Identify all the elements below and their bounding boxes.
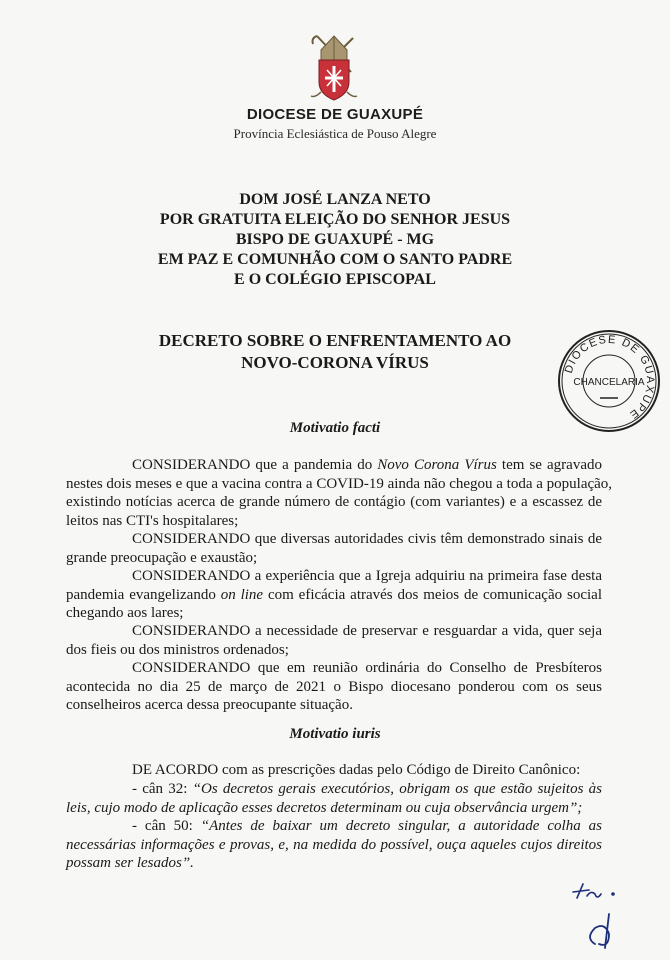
paragraph-can-50: - cân 50: “Antes de baixar um decreto singular, a autoridade colha as necessárias informações e provas, e, na medida do possível, ouça aqueles cujos direitos possam ser lesados”. <box>66 818 602 871</box>
section-heading-facti: Motivatio facti <box>289 420 381 436</box>
decree-title-line2: NOVO-CORONA VÍRUS <box>241 353 429 372</box>
org-subtitle: Província Eclesiástica de Pouso Alegre <box>233 126 437 141</box>
paragraph-de-acordo: DE ACORDO com as prescrições dadas pelo Código de Direito Canônico: <box>132 762 581 778</box>
handwritten-initials <box>565 878 645 953</box>
paragraph-can-32: - cân 32: “Os decretos gerais executórios, obrigam os que estão sujeitos às leis, cujo modo de aplicação esses decretos determinam ou cuja observância urgem”; <box>66 781 602 816</box>
header-line: E O COLÉGIO EPISCOPAL <box>234 271 436 288</box>
bishop-name: DOM JOSÉ LANZA NETO <box>239 191 431 208</box>
header-line: BISPO DE GUAXUPÉ - MG <box>235 231 435 248</box>
paragraph-considerando-2: CONSIDERANDO que diversas autoridades civis têm demonstrado sinais de grande preocupação e exaustão; <box>66 531 602 566</box>
paragraph-considerando-3: CONSIDERANDO a experiência que a Igreja adquiriu na primeira fase desta pandemia evangelizando on line com eficácia através dos meios de comunicação social chegando aos lares; <box>66 568 602 621</box>
diocese-logo <box>303 32 365 104</box>
paragraph-considerando-4: CONSIDERANDO a necessidade de preservar e resguardar a vida, quer seja dos fieis ou dos ministros ordenados; <box>66 623 602 658</box>
chancellery-seal <box>556 328 662 434</box>
section-heading-iuris: Motivatio iuris <box>289 726 381 742</box>
decree-title-line1: DECRETO SOBRE O ENFRENTAMENTO AO <box>158 331 512 350</box>
paragraph-considerando-5: CONSIDERANDO que em reunião ordinária do Conselho de Presbíteros acontecida no dia 25 de março de 2021 o Bispo diocesano ponderou com os seus conselheiros acerca dessa preocupante situação. <box>66 660 602 713</box>
header-line: EM PAZ E COMUNHÃO COM O SANTO PADRE <box>157 251 513 268</box>
header-line: POR GRATUITA ELEIÇÃO DO SENHOR JESUS <box>159 211 511 228</box>
paragraph-considerando-1: CONSIDERANDO que a pandemia do Novo Corona Vírus tem se agravado nestes dois meses e que a vacina contra a COVID-19 ainda não chegou a toda a população, existindo notícias acerca de grande número de contágio (com variantes) e a escassez de leitos nas CTI's hospitalares; <box>66 457 613 529</box>
seal-outer-text: DIOCESE DE GUAXUPÉ <box>562 333 657 422</box>
seal-inner-text: CHANCELARIA <box>573 377 645 388</box>
org-name: DIOCESE DE GUAXUPÉ <box>246 106 424 123</box>
